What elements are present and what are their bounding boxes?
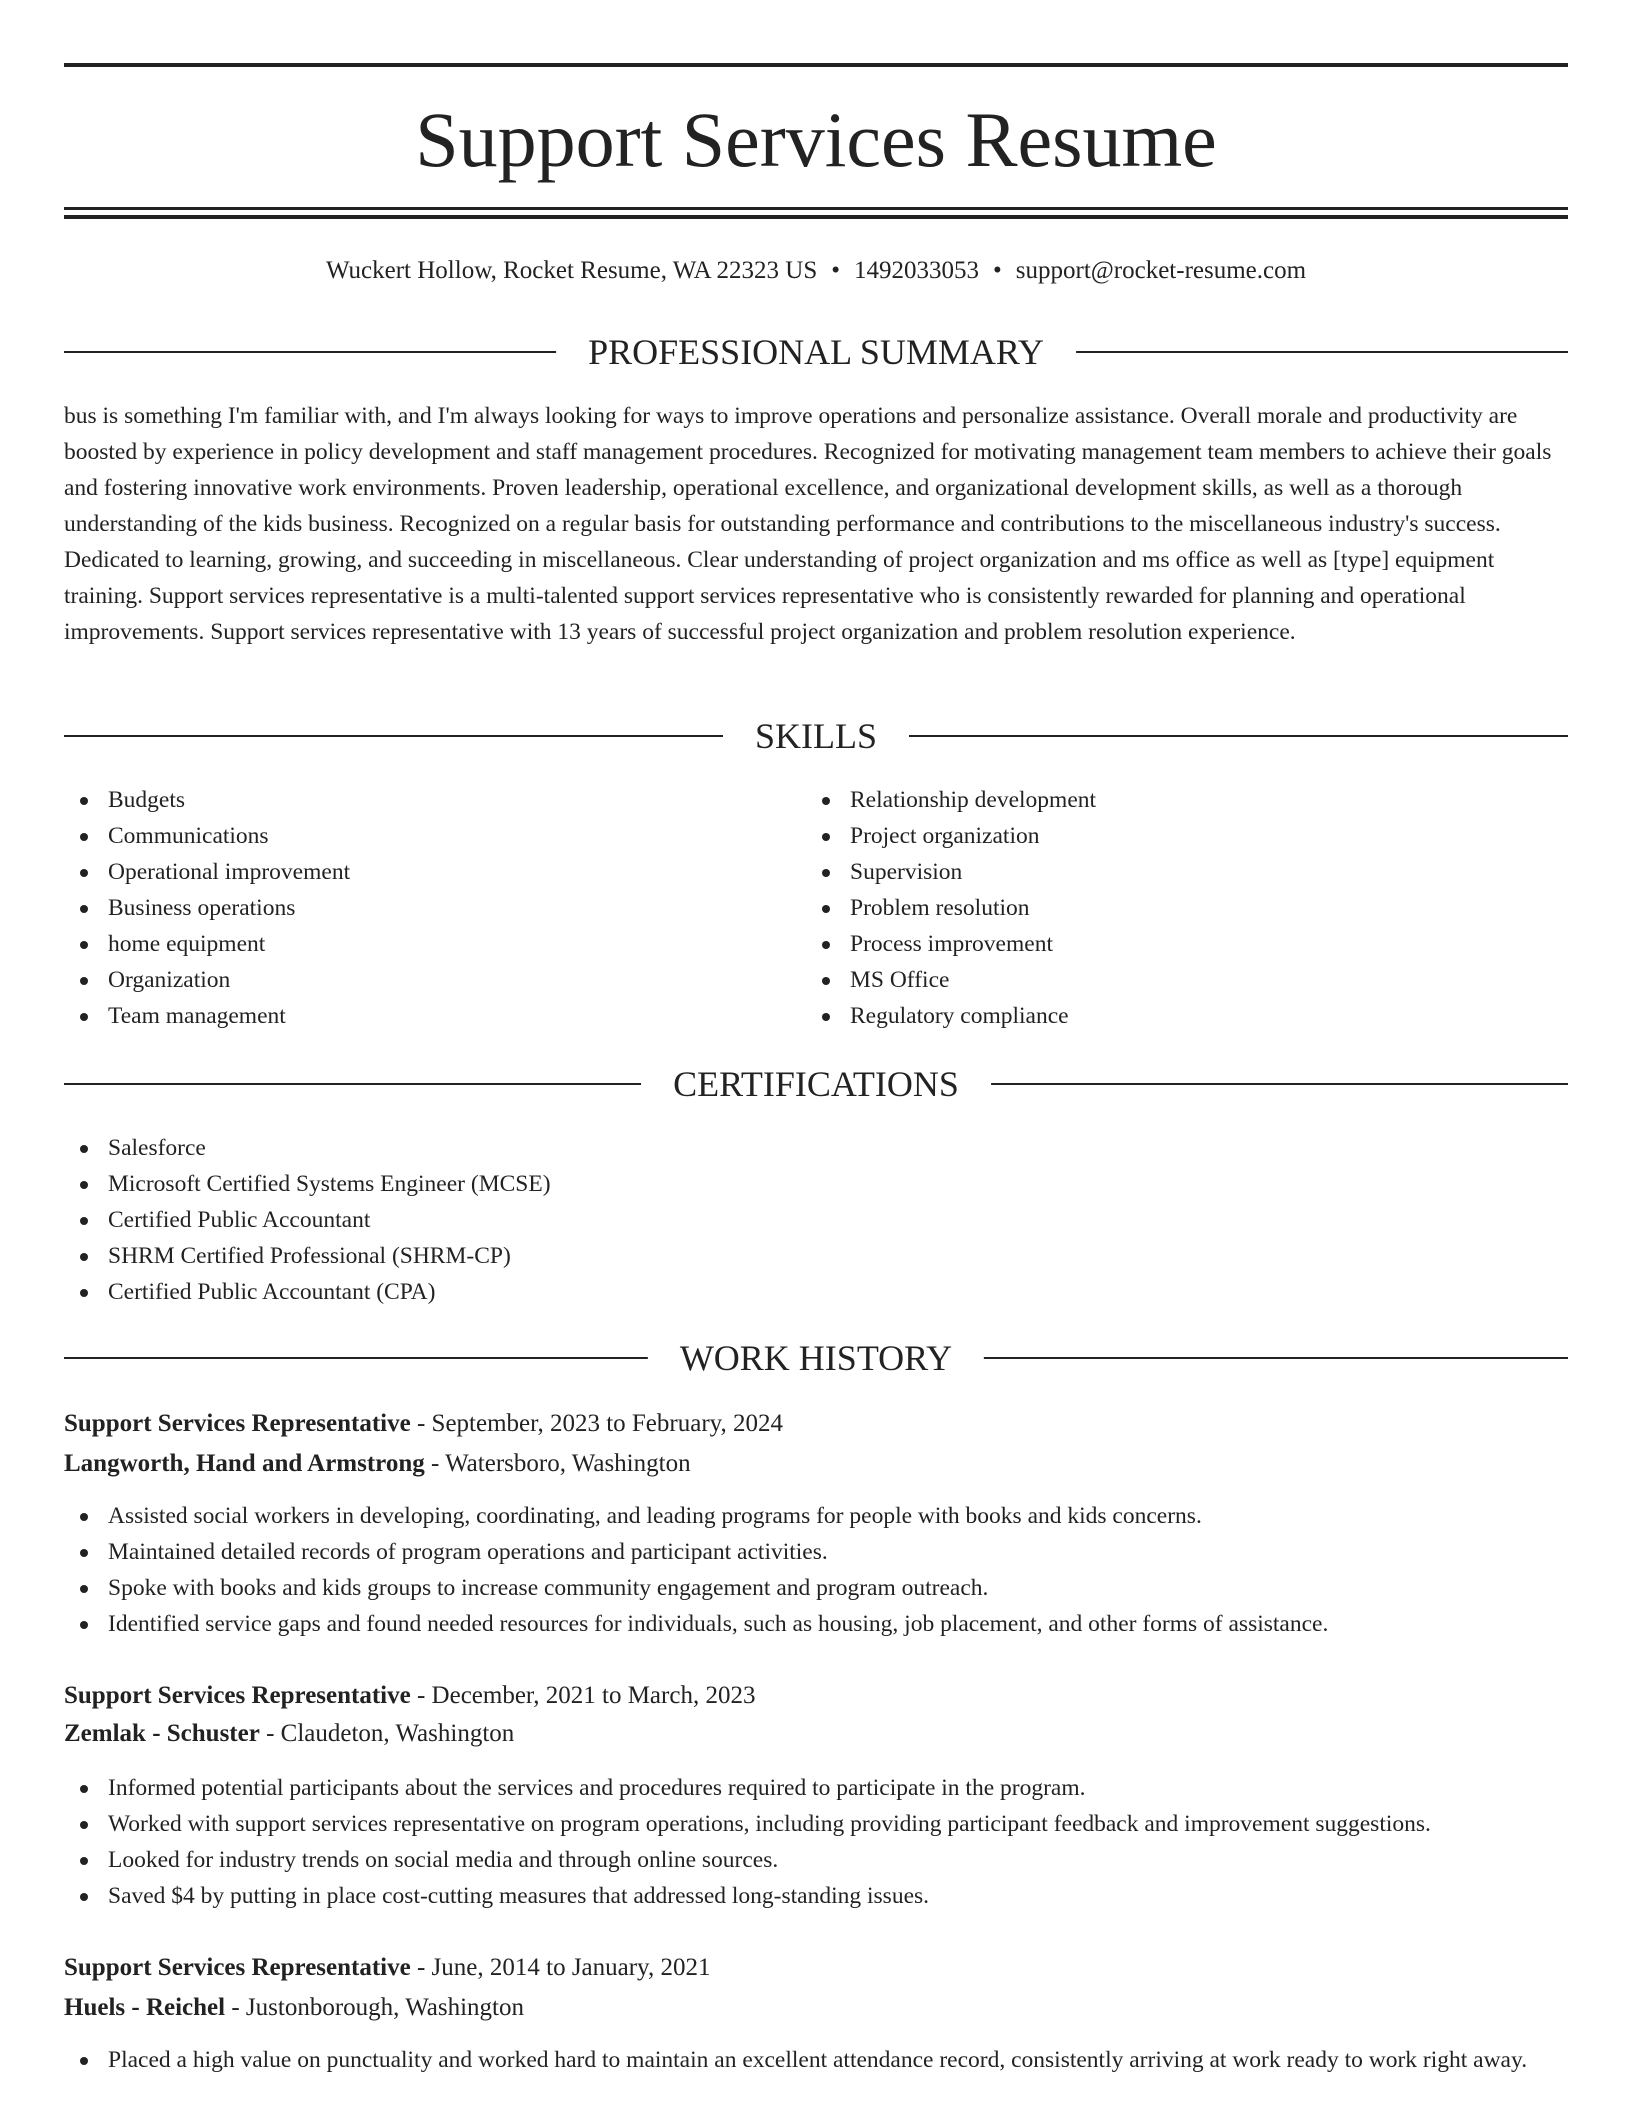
job-dates: - December, 2021 to March, 2023	[410, 1682, 756, 1709]
section-title: PROFESSIONAL SUMMARY	[556, 328, 1076, 376]
skills-list-right	[806, 782, 1566, 1034]
skill-item: Relationship development	[806, 782, 1566, 818]
job-title-line	[64, 1406, 1568, 1442]
job-company-line	[64, 1990, 1568, 2026]
section-title: WORK HISTORY	[648, 1334, 984, 1382]
job-title: Support Services Representative	[64, 1410, 411, 1437]
summary-text: bus is something I'm familiar with, and I'm always looking for ways to improve operations and personalize assistance. Overall morale and productivity are boosted by experience in policy development and staff management procedures. Recognized for motivating management team members to achieve their goals and fostering innovative work environments. Proven leadership, operational excellence, and organizational development skills, as well as a thorough understanding of the kids business. Recognized on a regular basis for outstanding performance and contributions to the miscellaneous industry's success. Dedicated to learning, growing, and succeeding in miscellaneous. Clear understanding of project organization and ms office as well as [type] equipment training. Support services representative is a multi-talented support services representative who is consistently rewarded for planning and operational improvements. Support services representative with 13 years of successful project organization and problem resolution experience.	[64, 403, 1552, 645]
skill-item: Communications	[64, 818, 764, 854]
job-bullet: Looked for industry trends on social media and through online sources.	[64, 1842, 1568, 1878]
skill-item: Supervision	[806, 854, 1566, 890]
contact-separator: •	[831, 257, 840, 284]
title-bottom-rule	[64, 207, 1568, 210]
job-dates: - September, 2023 to February, 2024	[410, 1410, 784, 1437]
section-header-certifications	[64, 1060, 1568, 1108]
section-header-summary	[64, 328, 1568, 376]
skill-item: Process improvement	[806, 926, 1566, 962]
job-bullet: Placed a high value on punctuality and worked hard to maintain an excellent attendance record, consistently arriving at work ready to work right away.	[64, 2042, 1568, 2078]
skill-item: Business operations	[64, 890, 764, 926]
contact-line	[64, 253, 1568, 289]
job-location: - Claudeton, Washington	[259, 1720, 515, 1747]
job-bullet: Assisted social workers in developing, coordinating, and leading programs for people with books and kids concerns.	[64, 1498, 1568, 1534]
job-bullet: Saved $4 by putting in place cost-cutting measures that addressed long-standing issues.	[64, 1878, 1568, 1914]
job-bullet: Identified service gaps and found needed resources for individuals, such as housing, job placement, and other forms of assistance.	[64, 1606, 1568, 1642]
job-company: Huels - Reichel	[64, 1994, 226, 2021]
certification-item: SHRM Certified Professional (SHRM-CP)	[64, 1238, 1568, 1274]
title-bottom-rule-2	[64, 215, 1568, 219]
section-header-work-history	[64, 1334, 1568, 1382]
job-company-line	[64, 1446, 1568, 1482]
job-bullet: Spoke with books and kids groups to increase community engagement and program outreach.	[64, 1570, 1568, 1606]
job-dates: - June, 2014 to January, 2021	[410, 1954, 711, 1981]
certification-item: Certified Public Accountant (CPA)	[64, 1274, 1568, 1310]
contact-email[interactable]: support@rocket-resume.com	[1015, 257, 1307, 284]
title-top-rule	[64, 63, 1568, 67]
resume-title: Support Services Resume	[415, 96, 1217, 183]
certification-item: Salesforce	[64, 1130, 1568, 1166]
skill-item: Problem resolution	[806, 890, 1566, 926]
skill-item: Operational improvement	[64, 854, 764, 890]
job-bullets	[64, 1498, 1568, 1642]
contact-address: Wuckert Hollow, Rocket Resume, WA 22323 US	[325, 257, 818, 284]
certification-item: Microsoft Certified Systems Engineer (MCSE)	[64, 1166, 1568, 1202]
skill-item: Regulatory compliance	[806, 998, 1566, 1034]
job-bullets	[64, 1770, 1568, 1914]
job-bullet: Maintained detailed records of program operations and participant activities.	[64, 1534, 1568, 1570]
job-bullet: Worked with support services representative on program operations, including providing participant feedback and improvement suggestions.	[64, 1806, 1568, 1842]
certifications-list	[64, 1130, 1568, 1310]
skill-item: Project organization	[806, 818, 1566, 854]
job-bullets	[64, 2042, 1568, 2078]
section-header-skills	[64, 712, 1568, 760]
skills-list-left	[64, 782, 764, 1034]
skill-item: home equipment	[64, 926, 764, 962]
skill-item: MS Office	[806, 962, 1566, 998]
skill-item: Organization	[64, 962, 764, 998]
section-title: CERTIFICATIONS	[641, 1060, 991, 1108]
job-company: Zemlak - Schuster	[64, 1720, 260, 1747]
skill-item: Budgets	[64, 782, 764, 818]
job-title-line	[64, 1678, 1568, 1714]
contact-separator: •	[993, 257, 1002, 284]
skill-item: Team management	[64, 998, 764, 1034]
job-title: Support Services Representative	[64, 1954, 411, 1981]
job-company: Langworth, Hand and Armstrong	[64, 1450, 425, 1477]
contact-phone: 1492033053	[854, 257, 979, 284]
job-title-line	[64, 1950, 1568, 1986]
job-title: Support Services Representative	[64, 1682, 411, 1709]
section-title: SKILLS	[723, 712, 909, 760]
certification-item: Certified Public Accountant	[64, 1202, 1568, 1238]
job-company-line	[64, 1716, 1568, 1752]
job-bullet: Informed potential participants about the services and procedures required to participate in the program.	[64, 1770, 1568, 1806]
job-location: - Justonborough, Washington	[225, 1994, 525, 2021]
job-location: - Watersboro, Washington	[424, 1450, 691, 1477]
